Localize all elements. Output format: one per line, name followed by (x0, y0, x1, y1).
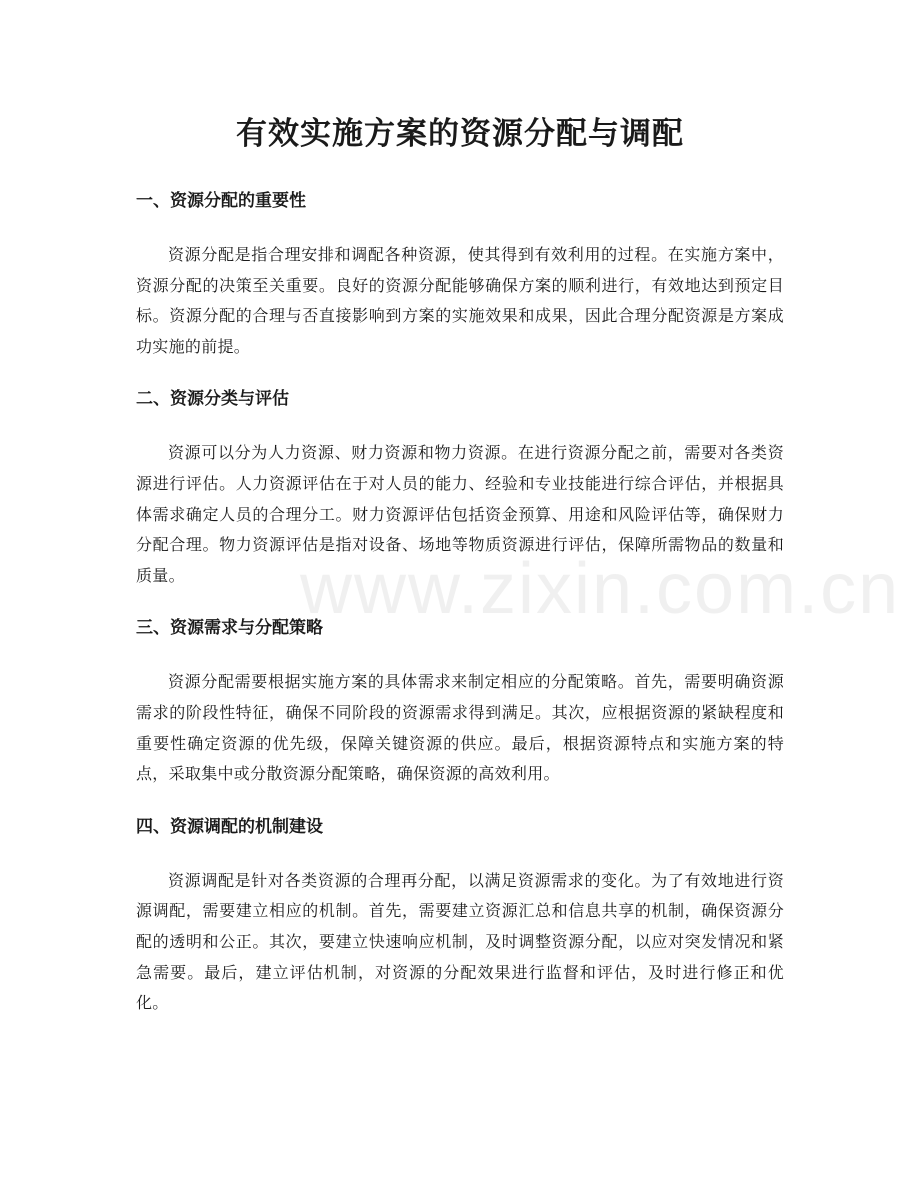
section-paragraph-3: 资源分配需要根据实施方案的具体需求来制定相应的分配策略。首先，需要明确资源需求的阶段性特征，确保不同阶段的资源需求得到满足。其次，应根据资源的紧缺程度和重要性确定资源的优先级，保障关键资源的供应。最后，根据资源特点和实施方案的特点，采取集中或分散资源分配策略，确保资源的高效利用。 (136, 672, 784, 784)
section-heading-2: 二、资源分类与评估 (136, 389, 289, 410)
page-title: 有效实施方案的资源分配与调配 (236, 116, 684, 152)
document-body (136, 186, 784, 1019)
section-paragraph-1: 资源分配是指合理安排和调配各种资源，使其得到有效利用的过程。在实施方案中，资源分配的决策至关重要。良好的资源分配能够确保方案的顺利进行，有效地达到预定目标。资源分配的合理与否直接影响到方案的实施效果和成果，因此合理分配资源是方案成功实施的前提。 (136, 245, 784, 356)
section-heading-4: 四、资源调配的机制建设 (136, 816, 323, 837)
section-heading-3: 三、资源需求与分配策略 (136, 618, 323, 639)
section-paragraph-4: 资源调配是针对各类资源的合理再分配，以满足资源需求的变化。为了有效地进行资源调配，需要建立相应的机制。首先，需要建立资源汇总和信息共享的机制，确保资源分配的透明和公正。其次，要建立快速响应机制，及时调整资源分配，以应对突发情况和紧急需要。最后，建立评估机制，对资源的分配效果进行监督和评估，及时进行修正和优化。 (136, 870, 784, 1013)
watermark: www.zixin.com.cn (300, 549, 901, 629)
section-heading-1: 一、资源分配的重要性 (136, 191, 306, 211)
section-paragraph-2: 资源可以分为人力资源、财力资源和物力资源。在进行资源分配之前，需要对各类资源进行评估。人力资源评估在于对人员的能力、经验和专业技能进行综合评估，并根据具体需求确定人员的合理分工。财力资源评估包括资金预算、用途和风险评估等，确保财力分配合理。物力资源评估是指对设备、场地等物质资源进行评估，保障所需物品的数量和质量。 (136, 443, 784, 585)
